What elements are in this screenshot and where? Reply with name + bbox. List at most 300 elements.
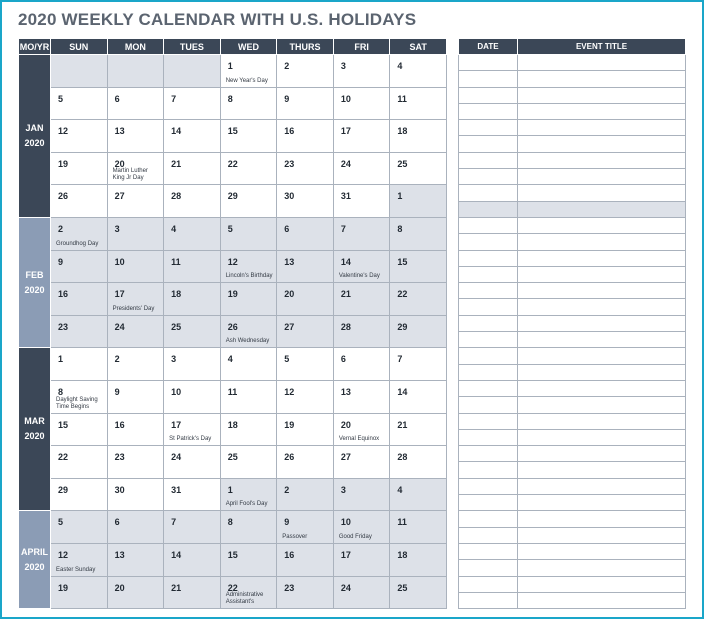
day-cell[interactable] bbox=[220, 217, 277, 250]
event-title-cell[interactable] bbox=[518, 234, 686, 250]
day-number: 6 bbox=[284, 223, 290, 234]
day-cell[interactable] bbox=[390, 543, 447, 576]
event-row bbox=[459, 315, 686, 331]
day-cell[interactable] bbox=[220, 55, 277, 88]
week-row bbox=[19, 511, 447, 544]
day-cell[interactable] bbox=[164, 511, 221, 544]
day-cell[interactable] bbox=[333, 217, 390, 250]
day-cell[interactable] bbox=[220, 120, 277, 153]
day-cell[interactable] bbox=[107, 152, 164, 185]
event-title-cell[interactable] bbox=[518, 380, 686, 396]
day-cell[interactable] bbox=[107, 446, 164, 479]
event-date-cell[interactable] bbox=[459, 234, 518, 250]
day-cell[interactable] bbox=[390, 478, 447, 511]
event-title-cell[interactable] bbox=[518, 185, 686, 201]
day-cell[interactable] bbox=[333, 348, 390, 381]
event-title-cell[interactable] bbox=[518, 560, 686, 576]
event-title-cell[interactable] bbox=[518, 71, 686, 87]
week-row bbox=[19, 185, 447, 218]
page-title: 2020 WEEKLY CALENDAR WITH U.S. HOLIDAYS bbox=[18, 10, 417, 29]
day-cell[interactable] bbox=[220, 511, 277, 544]
day-number: 20 bbox=[114, 582, 125, 593]
day-cell[interactable] bbox=[164, 87, 221, 120]
holiday-label: Daylight Saving Time Begins bbox=[56, 396, 98, 410]
event-row bbox=[459, 413, 686, 429]
day-number: 5 bbox=[227, 223, 233, 234]
event-title-cell[interactable] bbox=[518, 169, 686, 185]
day-cell[interactable] bbox=[51, 380, 108, 413]
day-cell[interactable] bbox=[333, 283, 390, 316]
day-cell[interactable] bbox=[51, 576, 108, 609]
event-title-cell[interactable] bbox=[518, 266, 686, 282]
day-cell[interactable] bbox=[390, 413, 447, 446]
event-title-cell[interactable] bbox=[518, 55, 686, 71]
day-cell[interactable] bbox=[51, 120, 108, 153]
event-date-cell[interactable] bbox=[459, 136, 518, 152]
day-cell[interactable] bbox=[164, 217, 221, 250]
month-label bbox=[19, 348, 51, 511]
day-cell[interactable] bbox=[51, 543, 108, 576]
day-cell[interactable] bbox=[51, 217, 108, 250]
day-cell[interactable] bbox=[277, 446, 334, 479]
day-number: 18 bbox=[227, 419, 238, 430]
event-row bbox=[459, 364, 686, 380]
event-date-cell[interactable] bbox=[459, 315, 518, 331]
header-sun: SUN bbox=[51, 39, 108, 55]
event-row bbox=[459, 266, 686, 282]
day-cell[interactable] bbox=[277, 413, 334, 446]
event-date-cell[interactable] bbox=[459, 201, 518, 217]
day-cell[interactable] bbox=[277, 511, 334, 544]
day-number: 3 bbox=[340, 61, 346, 71]
day-number: 17 bbox=[340, 126, 351, 137]
day-cell[interactable] bbox=[51, 315, 108, 348]
day-cell[interactable] bbox=[164, 152, 221, 185]
day-number: 25 bbox=[227, 452, 238, 463]
day-cell[interactable] bbox=[107, 250, 164, 283]
day-number: 16 bbox=[114, 419, 125, 430]
event-title-cell[interactable] bbox=[518, 527, 686, 543]
day-number: 15 bbox=[397, 256, 408, 267]
header-moyr: MO/YR bbox=[19, 39, 51, 55]
day-cell[interactable] bbox=[220, 543, 277, 576]
day-cell[interactable] bbox=[51, 348, 108, 381]
day-cell[interactable] bbox=[333, 413, 390, 446]
day-cell[interactable] bbox=[107, 576, 164, 609]
event-date-cell[interactable] bbox=[459, 55, 518, 71]
day-cell[interactable] bbox=[51, 413, 108, 446]
day-number: 6 bbox=[340, 354, 346, 365]
day-cell[interactable] bbox=[164, 315, 221, 348]
holiday-label: April Fool's Day bbox=[225, 501, 268, 508]
day-cell[interactable] bbox=[333, 511, 390, 544]
event-date-cell[interactable] bbox=[459, 332, 518, 348]
day-cell[interactable] bbox=[107, 120, 164, 153]
event-date-cell[interactable] bbox=[459, 185, 518, 201]
day-cell[interactable] bbox=[164, 120, 221, 153]
day-number: 15 bbox=[227, 549, 238, 560]
event-row bbox=[459, 332, 686, 348]
event-title-cell[interactable] bbox=[518, 299, 686, 315]
event-title-cell[interactable] bbox=[518, 332, 686, 348]
event-title-cell[interactable] bbox=[518, 250, 686, 266]
day-cell[interactable] bbox=[107, 511, 164, 544]
day-cell[interactable] bbox=[107, 315, 164, 348]
day-cell[interactable] bbox=[164, 380, 221, 413]
event-row bbox=[459, 495, 686, 511]
event-date-cell[interactable] bbox=[459, 429, 518, 445]
event-date-cell[interactable] bbox=[459, 169, 518, 185]
event-date-cell[interactable] bbox=[459, 397, 518, 413]
event-date-cell[interactable] bbox=[459, 560, 518, 576]
day-number: 12 bbox=[58, 126, 69, 137]
header-fri: FRI bbox=[333, 39, 390, 55]
holiday-label: Vernal Equinox bbox=[338, 436, 380, 443]
event-title-cell[interactable] bbox=[518, 87, 686, 103]
month-year: 2020 bbox=[24, 561, 45, 572]
day-number: 17 bbox=[171, 419, 182, 430]
header-date: DATE bbox=[459, 39, 518, 55]
day-number: 25 bbox=[397, 582, 408, 593]
event-title-cell[interactable] bbox=[518, 543, 686, 559]
event-date-cell[interactable] bbox=[459, 576, 518, 592]
day-number: 1 bbox=[58, 354, 64, 365]
event-title-cell[interactable] bbox=[518, 152, 686, 168]
day-cell[interactable] bbox=[390, 511, 447, 544]
day-cell[interactable] bbox=[220, 283, 277, 316]
event-title-cell[interactable] bbox=[518, 429, 686, 445]
day-number: 18 bbox=[397, 549, 408, 560]
day-cell[interactable] bbox=[390, 152, 447, 185]
day-cell[interactable] bbox=[333, 380, 390, 413]
day-cell[interactable] bbox=[277, 348, 334, 381]
event-date-cell[interactable] bbox=[459, 527, 518, 543]
day-number: 1 bbox=[227, 61, 233, 71]
day-cell[interactable] bbox=[277, 543, 334, 576]
day-number: 21 bbox=[340, 289, 351, 300]
holiday-label: New Year's Day bbox=[225, 77, 268, 84]
event-title-cell[interactable] bbox=[518, 217, 686, 233]
holiday-label: St Patrick's Day bbox=[169, 436, 212, 443]
day-cell[interactable] bbox=[390, 315, 447, 348]
day-cell[interactable] bbox=[51, 446, 108, 479]
day-number: 30 bbox=[114, 484, 125, 495]
day-cell[interactable] bbox=[107, 413, 164, 446]
week-row bbox=[19, 543, 447, 576]
event-title-cell[interactable] bbox=[518, 364, 686, 380]
week-row bbox=[19, 380, 447, 413]
day-cell[interactable] bbox=[333, 250, 390, 283]
event-table bbox=[458, 38, 686, 609]
day-cell[interactable] bbox=[333, 152, 390, 185]
event-title-cell[interactable] bbox=[518, 315, 686, 331]
day-cell[interactable] bbox=[164, 185, 221, 218]
event-row bbox=[459, 87, 686, 103]
event-title-cell[interactable] bbox=[518, 201, 686, 217]
day-cell[interactable] bbox=[51, 152, 108, 185]
day-number: 13 bbox=[114, 549, 125, 560]
day-cell[interactable] bbox=[390, 55, 447, 88]
event-date-cell[interactable] bbox=[459, 152, 518, 168]
event-date-cell[interactable] bbox=[459, 462, 518, 478]
day-number: 6 bbox=[114, 517, 120, 528]
day-cell[interactable] bbox=[51, 283, 108, 316]
event-header-row bbox=[459, 39, 686, 55]
day-cell[interactable] bbox=[390, 446, 447, 479]
day-number: 8 bbox=[58, 386, 64, 397]
event-row bbox=[459, 380, 686, 396]
day-number: 7 bbox=[397, 354, 403, 365]
day-cell[interactable] bbox=[164, 543, 221, 576]
event-title-cell[interactable] bbox=[518, 348, 686, 364]
month-name: JAN bbox=[25, 122, 44, 133]
event-title-cell[interactable] bbox=[518, 397, 686, 413]
day-cell[interactable] bbox=[333, 87, 390, 120]
event-title-cell[interactable] bbox=[518, 592, 686, 608]
event-date-cell[interactable] bbox=[459, 592, 518, 608]
day-cell[interactable] bbox=[107, 543, 164, 576]
day-cell[interactable] bbox=[333, 315, 390, 348]
event-title-cell[interactable] bbox=[518, 446, 686, 462]
day-cell[interactable] bbox=[107, 217, 164, 250]
day-cell[interactable] bbox=[277, 152, 334, 185]
day-cell[interactable] bbox=[390, 185, 447, 218]
week-row bbox=[19, 315, 447, 348]
event-title-cell[interactable] bbox=[518, 103, 686, 119]
day-cell[interactable] bbox=[51, 55, 108, 88]
event-date-cell[interactable] bbox=[459, 413, 518, 429]
event-row bbox=[459, 560, 686, 576]
day-cell[interactable] bbox=[220, 315, 277, 348]
day-number: 22 bbox=[227, 582, 238, 593]
event-title-cell[interactable] bbox=[518, 511, 686, 527]
day-cell[interactable] bbox=[164, 478, 221, 511]
event-row bbox=[459, 169, 686, 185]
week-row bbox=[19, 478, 447, 511]
day-number: 21 bbox=[171, 158, 182, 169]
day-cell[interactable] bbox=[164, 250, 221, 283]
event-row bbox=[459, 217, 686, 233]
day-cell[interactable] bbox=[220, 380, 277, 413]
day-cell[interactable] bbox=[390, 348, 447, 381]
day-cell[interactable] bbox=[277, 87, 334, 120]
day-cell[interactable] bbox=[51, 250, 108, 283]
event-row bbox=[459, 283, 686, 299]
day-cell[interactable] bbox=[220, 478, 277, 511]
event-title-cell[interactable] bbox=[518, 462, 686, 478]
day-cell[interactable] bbox=[333, 185, 390, 218]
day-cell[interactable] bbox=[164, 413, 221, 446]
week-row bbox=[19, 55, 447, 88]
event-date-cell[interactable] bbox=[459, 478, 518, 494]
event-date-cell[interactable] bbox=[459, 87, 518, 103]
day-cell[interactable] bbox=[277, 576, 334, 609]
day-number: 11 bbox=[227, 386, 238, 397]
day-number: 19 bbox=[227, 289, 238, 300]
day-number: 10 bbox=[171, 386, 182, 397]
day-number: 17 bbox=[340, 549, 351, 560]
day-cell[interactable] bbox=[220, 348, 277, 381]
day-number: 16 bbox=[284, 549, 295, 560]
day-number: 26 bbox=[58, 191, 69, 202]
event-title-cell[interactable] bbox=[518, 413, 686, 429]
month-name: FEB bbox=[25, 269, 44, 280]
event-title-cell[interactable] bbox=[518, 283, 686, 299]
day-number: 15 bbox=[227, 126, 238, 137]
event-row bbox=[459, 152, 686, 168]
event-date-cell[interactable] bbox=[459, 380, 518, 396]
day-cell[interactable] bbox=[164, 348, 221, 381]
day-cell[interactable] bbox=[220, 185, 277, 218]
event-row bbox=[459, 397, 686, 413]
day-cell[interactable] bbox=[51, 87, 108, 120]
event-title-cell[interactable] bbox=[518, 495, 686, 511]
event-date-cell[interactable] bbox=[459, 71, 518, 87]
event-date-cell[interactable] bbox=[459, 103, 518, 119]
event-row bbox=[459, 71, 686, 87]
day-number: 3 bbox=[171, 354, 177, 365]
day-cell[interactable] bbox=[277, 250, 334, 283]
day-cell[interactable] bbox=[333, 55, 390, 88]
day-number: 29 bbox=[227, 191, 238, 202]
day-number: 11 bbox=[397, 517, 407, 528]
calendar-header-row bbox=[19, 39, 447, 55]
day-number: 2 bbox=[58, 223, 64, 234]
day-cell[interactable] bbox=[107, 185, 164, 218]
day-cell[interactable] bbox=[220, 446, 277, 479]
event-date-cell[interactable] bbox=[459, 120, 518, 136]
day-number: 9 bbox=[284, 517, 290, 528]
day-cell[interactable] bbox=[277, 283, 334, 316]
day-cell[interactable] bbox=[51, 511, 108, 544]
event-date-cell[interactable] bbox=[459, 217, 518, 233]
day-number: 16 bbox=[284, 126, 295, 137]
day-cell[interactable] bbox=[107, 283, 164, 316]
day-cell[interactable] bbox=[277, 217, 334, 250]
week-row bbox=[19, 348, 447, 381]
day-cell[interactable] bbox=[164, 283, 221, 316]
day-cell[interactable] bbox=[277, 120, 334, 153]
event-date-cell[interactable] bbox=[459, 511, 518, 527]
day-cell[interactable] bbox=[51, 185, 108, 218]
day-cell[interactable] bbox=[333, 576, 390, 609]
holiday-label: Administrative Assistant's bbox=[225, 592, 264, 606]
event-date-cell[interactable] bbox=[459, 495, 518, 511]
day-cell[interactable] bbox=[333, 446, 390, 479]
day-number: 24 bbox=[171, 452, 182, 463]
event-row bbox=[459, 234, 686, 250]
day-number: 21 bbox=[171, 582, 182, 593]
event-row bbox=[459, 136, 686, 152]
event-date-cell[interactable] bbox=[459, 250, 518, 266]
day-cell[interactable] bbox=[164, 55, 221, 88]
day-cell[interactable] bbox=[277, 315, 334, 348]
event-row bbox=[459, 576, 686, 592]
day-cell[interactable] bbox=[333, 478, 390, 511]
event-date-cell[interactable] bbox=[459, 299, 518, 315]
day-number: 9 bbox=[114, 386, 120, 397]
event-date-cell[interactable] bbox=[459, 283, 518, 299]
day-cell[interactable] bbox=[107, 380, 164, 413]
event-row bbox=[459, 120, 686, 136]
day-cell[interactable] bbox=[390, 250, 447, 283]
day-cell[interactable] bbox=[277, 185, 334, 218]
week-row bbox=[19, 446, 447, 479]
event-title-cell[interactable] bbox=[518, 576, 686, 592]
day-cell[interactable] bbox=[107, 87, 164, 120]
day-number: 9 bbox=[284, 93, 290, 104]
event-row bbox=[459, 103, 686, 119]
day-number: 13 bbox=[114, 126, 125, 137]
day-number: 19 bbox=[284, 419, 295, 430]
event-date-cell[interactable] bbox=[459, 348, 518, 364]
holiday-label: Good Friday bbox=[338, 533, 372, 540]
day-number: 19 bbox=[58, 158, 69, 169]
day-number: 7 bbox=[171, 93, 177, 104]
day-cell[interactable] bbox=[333, 543, 390, 576]
holiday-label: Groundhog Day bbox=[56, 240, 99, 247]
day-number: 24 bbox=[114, 321, 125, 332]
day-number: 28 bbox=[171, 191, 182, 202]
day-number: 1 bbox=[397, 191, 403, 202]
week-row bbox=[19, 413, 447, 446]
day-cell[interactable] bbox=[107, 55, 164, 88]
day-cell[interactable] bbox=[277, 478, 334, 511]
event-date-cell[interactable] bbox=[459, 543, 518, 559]
day-number: 4 bbox=[227, 354, 233, 365]
day-cell[interactable] bbox=[164, 446, 221, 479]
day-cell[interactable] bbox=[220, 576, 277, 609]
month-year: 2020 bbox=[24, 284, 45, 295]
day-cell[interactable] bbox=[390, 576, 447, 609]
event-row bbox=[459, 511, 686, 527]
day-number: 20 bbox=[114, 158, 125, 169]
day-number: 18 bbox=[171, 289, 182, 300]
day-cell[interactable] bbox=[107, 348, 164, 381]
day-cell[interactable] bbox=[220, 250, 277, 283]
day-cell[interactable] bbox=[51, 478, 108, 511]
day-number: 29 bbox=[397, 321, 408, 332]
day-number: 9 bbox=[58, 256, 64, 267]
day-cell[interactable] bbox=[277, 380, 334, 413]
day-cell[interactable] bbox=[390, 87, 447, 120]
day-cell[interactable] bbox=[107, 478, 164, 511]
day-cell[interactable] bbox=[277, 55, 334, 88]
day-cell[interactable] bbox=[390, 217, 447, 250]
day-number: 23 bbox=[284, 582, 295, 593]
day-cell[interactable] bbox=[220, 87, 277, 120]
event-title-cell[interactable] bbox=[518, 120, 686, 136]
day-number: 14 bbox=[171, 549, 182, 560]
day-number: 3 bbox=[114, 223, 120, 234]
day-number: 8 bbox=[227, 93, 233, 104]
day-cell[interactable] bbox=[220, 413, 277, 446]
day-cell[interactable] bbox=[390, 120, 447, 153]
day-number: 11 bbox=[397, 93, 407, 104]
month-label bbox=[19, 511, 51, 609]
event-date-cell[interactable] bbox=[459, 364, 518, 380]
day-cell[interactable] bbox=[220, 152, 277, 185]
event-title-cell[interactable] bbox=[518, 136, 686, 152]
day-number: 10 bbox=[340, 93, 351, 104]
event-title-cell[interactable] bbox=[518, 478, 686, 494]
day-cell[interactable] bbox=[164, 576, 221, 609]
event-date-cell[interactable] bbox=[459, 446, 518, 462]
event-date-cell[interactable] bbox=[459, 266, 518, 282]
day-cell[interactable] bbox=[333, 120, 390, 153]
day-cell[interactable] bbox=[390, 380, 447, 413]
day-cell[interactable] bbox=[390, 283, 447, 316]
